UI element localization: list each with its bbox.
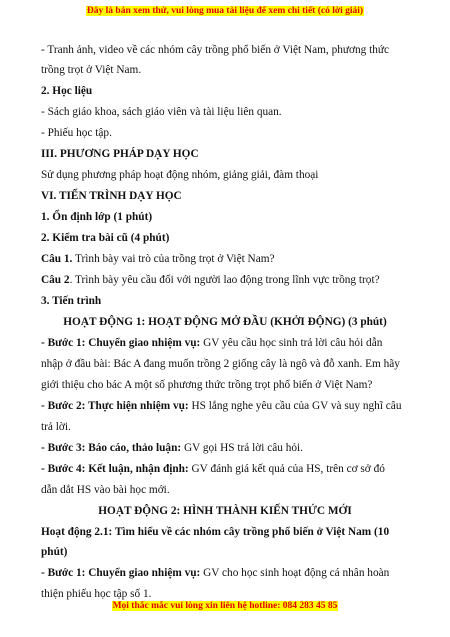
text-line: - Phiếu học tập. <box>41 127 112 139</box>
activity-heading: HOẠT ĐỘNG 2: HÌNH THÀNH KIẾN THỨC MỚI <box>98 505 352 517</box>
section-heading: 2. Học liệu <box>41 85 93 97</box>
question-line: Câu 2. Trình bày yêu cầu đối với người lao động trong lĩnh vực trồng trọt? <box>41 274 380 286</box>
text-line: - Tranh ảnh, video về các nhóm cây trồng phổ biến ở Việt Nam, phương thức <box>41 44 390 56</box>
subactivity-heading: phút) <box>41 546 68 558</box>
activity-heading: HOẠT ĐỘNG 1: HOẠT ĐỘNG MỞ ĐẦU (KHỞI ĐỘNG) (3 phút) <box>63 316 387 328</box>
preview-notice-banner: Đây là bản xem thử, vui lòng mua tài liệu để xem chi tiết (có lời giải) <box>86 6 364 16</box>
step-line: - Bước 3: Báo cáo, thảo luận: GV gọi HS trả lời câu hỏi. <box>41 442 303 454</box>
text-line: Sử dụng phương pháp hoạt động nhóm, giảng giải, đàm thoại <box>41 169 319 181</box>
question-line: Câu 1. Trình bày vai trò của trồng trọt ở Việt Nam? <box>41 253 275 265</box>
text-line: nhập ở đầu bài: Bác A đang muốn trồng 2 giống cây là ngô và đỗ xanh. Em hãy <box>41 358 400 370</box>
text-line: giới thiệu cho bác A một số phương thức trồng trọt phổ biến ở Việt Nam? <box>41 379 373 391</box>
step-line: - Bước 1: Chuyển giao nhiệm vụ: GV cho học sinh hoạt động cá nhân hoàn <box>41 567 390 579</box>
section-heading: VI. TIẾN TRÌNH DẠY HỌC <box>41 190 182 202</box>
subactivity-heading: Hoạt động 2.1: Tìm hiểu về các nhóm cây trồng phổ biến ở Việt Nam (10 <box>41 526 390 538</box>
step-line: - Bước 1: Chuyển giao nhiệm vụ: GV yêu cầu học sinh trả lời câu hỏi dẫn <box>41 337 383 349</box>
section-heading: 3. Tiến trình <box>41 295 102 307</box>
section-heading: 2. Kiểm tra bài cũ (4 phút) <box>41 232 170 244</box>
hotline-banner: Mọi thắc mắc vui lòng xin liên hệ hotline: 084 283 45 85 <box>112 601 338 611</box>
section-heading: III. PHƯƠNG PHÁP DẠY HỌC <box>41 148 199 160</box>
text-line: thiện phiếu học tập số 1. <box>41 588 152 600</box>
section-heading: 1. Ổn định lớp (1 phút) <box>41 211 153 223</box>
text-line: - Sách giáo khoa, sách giáo viên và tài liệu liên quan. <box>41 106 282 118</box>
text-line: dẫn dắt HS vào bài học mới. <box>41 484 170 496</box>
text-line: trồng trọt ở Việt Nam. <box>41 64 142 76</box>
step-line: - Bước 4: Kết luận, nhận định: GV đánh giá kết quả của HS, trên cơ sở đó <box>41 463 385 475</box>
step-line: - Bước 2: Thực hiện nhiệm vụ: HS lắng nghe yêu cầu của GV và suy nghĩ câu <box>41 400 402 412</box>
text-line: trả lời. <box>41 421 71 433</box>
